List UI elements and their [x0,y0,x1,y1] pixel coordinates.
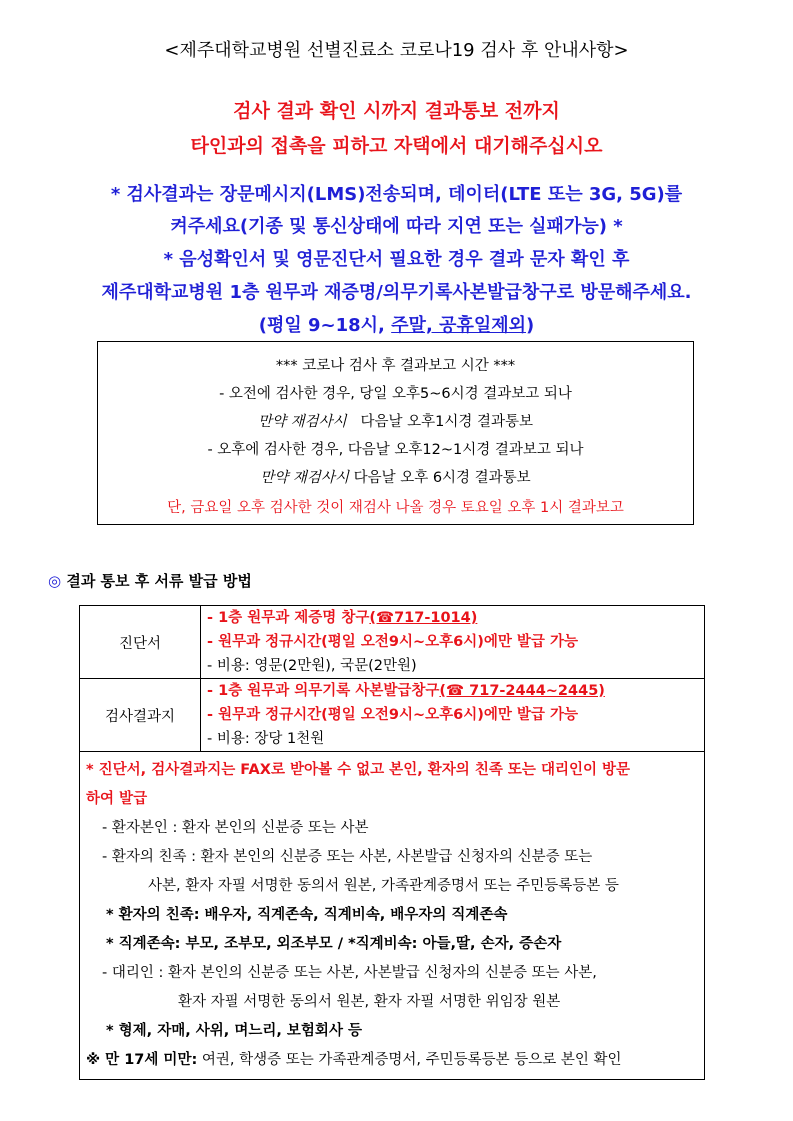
document-issuance-table [79,605,705,1080]
section-marker: ◎ [48,572,62,590]
doc-where-text: - 1층 원무과 제증명 창구 [207,610,370,626]
notice-line-2: 켜주세요(기종 및 통신상태에 따라 지연 또는 실패가능) * [170,216,623,237]
doc-hours: - 원무과 정규시간(평일 오전9시~오후6시)에만 발급 가능 [207,707,578,723]
minor-text: 여권, 학생증 또는 가족관계증명서, 주민등록등본 등으로 본인 확인 [197,1052,622,1068]
fax-warning-2: 하여 발급 [86,791,148,807]
friday-note: 단, 금요일 오후 검사한 것이 재검사 나올 경우 토요일 오후 1시 결과보고 [167,500,624,516]
afternoon-retest-label: 만약 재검사시 [260,470,349,486]
doc-cost: - 비용: 장당 1천원 [207,731,325,747]
warning-line-1: 검사 결과 확인 시까지 결과통보 전까지 [233,100,560,122]
notice-hours-prefix: (평일 9~18시, [258,315,392,336]
doc-phone: (☎ 717-2444~2445) [439,683,605,699]
notice-line-4: 제주대학교병원 1층 원무과 재증명/의무기록사본발급창구로 방문해주세요. [101,282,692,303]
relative-requirement-2: 사본, 환자 자필 서명한 동의서 원본, 가족관계증명서 또는 주민등록등본 등 [148,878,619,894]
notice-hours-excluded: 주말, 공휴일제외 [391,315,526,336]
notice-line-5 [0,311,793,337]
doc-where [201,679,704,703]
warning-line-2: 타인과의 접촉을 피하고 자택에서 대기해주십시오 [190,135,603,157]
afternoon-retest-line [98,466,693,487]
result-time-box [97,341,694,525]
minor-label: ※ 만 17세 미만: [86,1052,198,1068]
issuance-rules [80,752,705,1080]
morning-test-line: - 오전에 검사한 경우, 당일 오후5~6시경 결과보고 되나 [219,386,572,402]
agent-requirement-1: - 대리인 : 환자 본인의 신분증 또는 사본, 사본발급 신청자의 신분증 또는 사본, [102,965,597,981]
agent-definition: * 형제, 자매, 사위, 며느리, 보험회사 등 [106,1023,363,1039]
agent-requirement-2: 환자 자필 서명한 동의서 원본, 환자 자필 서명한 위임장 원본 [178,994,561,1010]
section-title [48,570,252,591]
page-title: <제주대학교병원 선별진료소 코로나19 검사 후 안내사항> [164,40,629,61]
doc-info-diagnosis [201,606,705,679]
table-row [80,752,705,1080]
doc-name-test-result: 검사결과지 [80,679,201,752]
doc-cost: - 비용: 영문(2만원), 국문(2만원) [207,658,417,674]
doc-hours: - 원무과 정규시간(평일 오전9시~오후6시)에만 발급 가능 [207,634,578,650]
notice-hours-suffix: ) [526,315,535,336]
section-title-label: 결과 통보 후 서류 발급 방법 [66,572,252,590]
notice-line-3: * 음성확인서 및 영문진단서 필요한 경우 결과 문자 확인 후 [163,249,630,270]
self-requirement: - 환자본인 : 환자 본인의 신분증 또는 사본 [102,820,369,836]
afternoon-retest-text: 다음날 오후 6시경 결과통보 [353,470,531,486]
table-row [80,679,705,752]
doc-name-diagnosis: 진단서 [80,606,201,679]
result-time-heading: *** 코로나 검사 후 결과보고 시간 *** [275,358,516,374]
doc-where-text: - 1층 원무과 의무기록 사본발급창구 [207,683,440,699]
doc-info-test-result [201,679,705,752]
minor-requirement [86,1046,698,1075]
table-row [80,606,705,679]
relative-definition: * 환자의 친족: 배우자, 직계존속, 직계비속, 배우자의 직계존속 [106,907,508,923]
doc-where [201,606,704,630]
fax-warning-1: * 진단서, 검사결과지는 FAX로 받아볼 수 없고 본인, 환자의 친족 또는 대리인이 방문 [86,762,631,778]
morning-retest-label: 만약 재검사시 [257,414,347,430]
relative-requirement-1: - 환자의 친족 : 환자 본인의 신분증 또는 사본, 사본발급 신청자의 신분증 또는 [102,849,593,865]
lineal-definition: * 직계존속: 부모, 조부모, 외조부모 / *직계비속: 아들,딸, 손자, 증손자 [106,936,562,952]
morning-retest-text: 다음날 오후1시경 결과통보 [360,414,533,430]
notice-line-1: * 검사결과는 장문메시지(LMS)전송되며, 데이터(LTE 또는 3G, 5G)를 [110,184,683,205]
morning-retest-line [98,410,693,431]
doc-phone: (☎717-1014) [369,610,478,626]
afternoon-test-line: - 오후에 검사한 경우, 다음날 오후12~1시경 결과보고 되나 [207,442,584,458]
